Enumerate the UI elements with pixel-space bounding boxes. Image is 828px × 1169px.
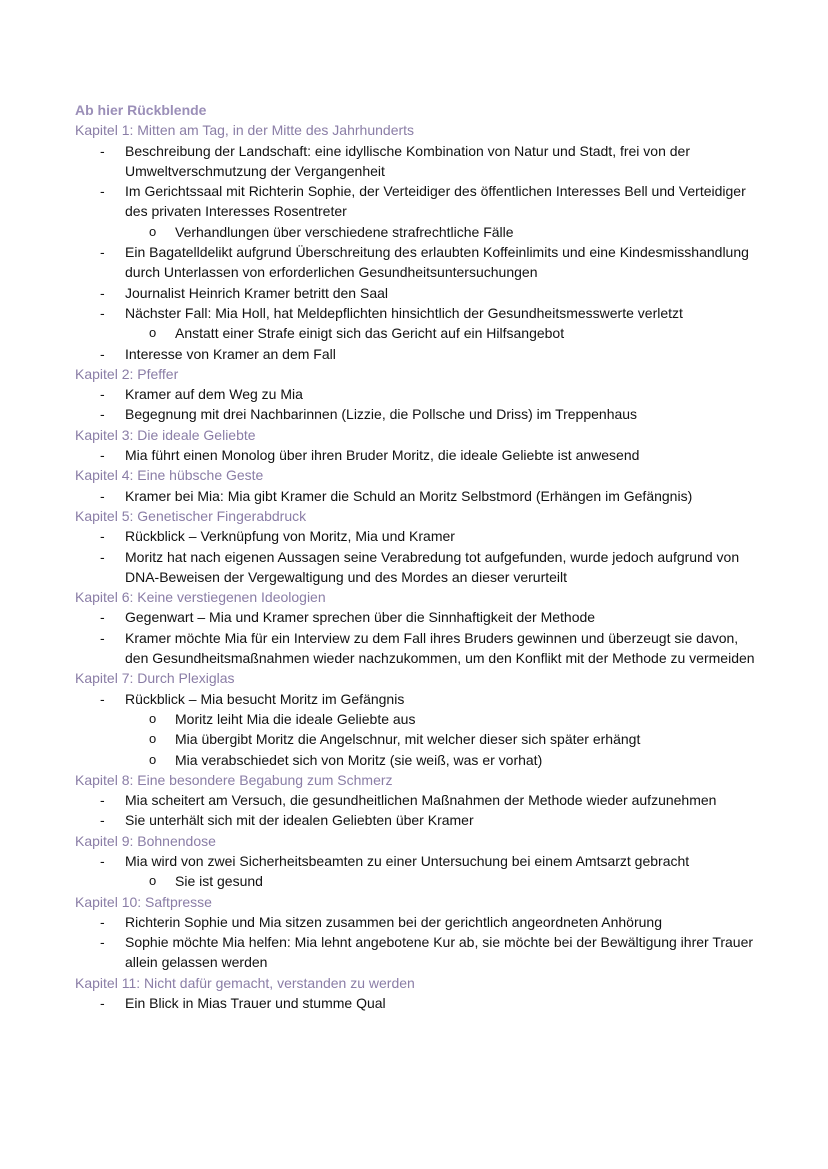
- bullet-item: [75, 790, 765, 810]
- dash-bullet-icon: -: [100, 934, 105, 951]
- bullet-text: Moritz hat nach eigenen Aussagen seine Verabredung tot aufgefunden, wurde jedoch aufgrund von DNA-Beweisen der Vergewaltigung und des Mordes an dieser verurteilt: [125, 548, 740, 585]
- chapter-title: Kapitel 7: Durch Plexiglas: [75, 670, 235, 687]
- chapter-title: Kapitel 4: Eine hübsche Geste: [75, 467, 264, 484]
- sub-bullet-item: [75, 750, 765, 770]
- dash-bullet-icon: -: [100, 629, 105, 646]
- document-content: [75, 100, 765, 1013]
- bullet-item: [75, 445, 765, 465]
- sub-bullet-text: Moritz leiht Mia die ideale Geliebte aus: [175, 710, 416, 727]
- bullet-item: [75, 526, 765, 546]
- bullet-item: [75, 384, 765, 404]
- bullet-item: [75, 344, 765, 364]
- chapter-title: Kapitel 2: Pfeffer: [75, 365, 179, 382]
- bullet-item: [75, 810, 765, 830]
- chapter-title: Kapitel 3: Die ideale Geliebte: [75, 426, 256, 443]
- bullet-text: Rückblick – Verknüpfung von Moritz, Mia und Kramer: [125, 528, 455, 545]
- bullet-text: Nächster Fall: Mia Holl, hat Meldepflichten hinsichtlich der Gesundheitsmesswerte verletzt: [125, 304, 683, 321]
- dash-bullet-icon: -: [100, 183, 105, 200]
- circle-bullet-icon: o: [149, 751, 157, 767]
- bullet-item: [75, 689, 765, 709]
- dash-bullet-icon: -: [100, 284, 105, 301]
- chapter-title: Kapitel 9: Bohnendose: [75, 832, 216, 849]
- bullet-item: [75, 607, 765, 627]
- sub-bullet-text: Mia übergibt Moritz die Angelschnur, mit welcher dieser sich später erhängt: [175, 731, 641, 748]
- dash-bullet-icon: -: [100, 447, 105, 464]
- sub-bullet-text: Verhandlungen über verschiedene strafrechtliche Fälle: [175, 223, 514, 240]
- dash-bullet-icon: -: [100, 244, 105, 261]
- dash-bullet-icon: -: [100, 528, 105, 545]
- bullet-text: Kramer auf dem Weg zu Mia: [125, 386, 303, 403]
- chapter-title: Kapitel 1: Mitten am Tag, in der Mitte des Jahrhunderts: [75, 122, 415, 139]
- circle-bullet-icon: o: [149, 710, 157, 726]
- dash-bullet-icon: -: [100, 690, 105, 707]
- dash-bullet-icon: -: [100, 304, 105, 321]
- dash-bullet-icon: -: [100, 142, 105, 159]
- dash-bullet-icon: -: [100, 852, 105, 869]
- circle-bullet-icon: o: [149, 223, 157, 239]
- bullet-text: Gegenwart – Mia und Kramer sprechen über die Sinnhaftigkeit der Methode: [125, 609, 596, 626]
- circle-bullet-icon: o: [149, 731, 157, 747]
- sub-bullet-item: [75, 871, 765, 891]
- bullet-item: [75, 912, 765, 932]
- dash-bullet-icon: -: [100, 386, 105, 403]
- bullet-text: Mia führt einen Monolog über ihren Bruder Moritz, die ideale Geliebte ist anwesend: [125, 447, 640, 464]
- dash-bullet-icon: -: [100, 345, 105, 362]
- circle-bullet-icon: o: [149, 873, 157, 889]
- bullet-item: [75, 283, 765, 303]
- bullet-text: Mia scheitert am Versuch, die gesundheitlichen Maßnahmen der Methode wieder aufzunehmen: [125, 792, 717, 809]
- bullet-item: [75, 486, 765, 506]
- dash-bullet-icon: -: [100, 913, 105, 930]
- dash-bullet-icon: -: [100, 812, 105, 829]
- sub-bullet-item: [75, 323, 765, 343]
- chapter-title: Kapitel 11: Nicht dafür gemacht, verstanden zu werden: [75, 974, 415, 991]
- bullet-text: Mia wird von zwei Sicherheitsbeamten zu einer Untersuchung bei einem Amtsarzt gebracht: [125, 852, 690, 869]
- chapter-title: Kapitel 6: Keine verstiegenen Ideologien: [75, 589, 326, 606]
- sub-bullet-item: [75, 709, 765, 729]
- circle-bullet-icon: o: [149, 325, 157, 341]
- bullet-item: [75, 181, 765, 222]
- bullet-item: [75, 404, 765, 424]
- bullet-item: [75, 242, 765, 283]
- bullet-text: Sie unterhält sich mit der idealen Geliebten über Kramer: [125, 812, 474, 829]
- bullet-text: Ein Blick in Mias Trauer und stumme Qual: [125, 995, 386, 1012]
- bullet-item: [75, 547, 765, 588]
- dash-bullet-icon: -: [100, 487, 105, 504]
- dash-bullet-icon: -: [100, 548, 105, 565]
- bullet-text: Richterin Sophie und Mia sitzen zusammen bei der gerichtlich angeordneten Anhörung: [125, 913, 662, 930]
- bullet-text: Rückblick – Mia besucht Moritz im Gefängnis: [125, 690, 405, 707]
- sub-bullet-text: Sie ist gesund: [175, 873, 263, 890]
- bullet-text: Begegnung mit drei Nachbarinnen (Lizzie, die Pollsche und Driss) im Treppenhaus: [125, 406, 638, 423]
- dash-bullet-icon: -: [100, 609, 105, 626]
- chapter-title: Kapitel 10: Saftpresse: [75, 893, 212, 910]
- chapter-title: Kapitel 8: Eine besondere Begabung zum Schmerz: [75, 771, 393, 788]
- bullet-text: Sophie möchte Mia helfen: Mia lehnt angebotene Kur ab, sie möchte bei der Bewältigung ihrer Trauer allein gelassen werden: [125, 934, 754, 971]
- bullet-text: Interesse von Kramer an dem Fall: [125, 345, 336, 362]
- bullet-item: [75, 851, 765, 871]
- bullet-text: Beschreibung der Landschaft: eine idyllische Kombination von Natur und Stadt, frei von der Umweltverschmutzung der Vergangenheit: [125, 142, 691, 179]
- sub-bullet-item: [75, 729, 765, 749]
- bullet-text: Im Gerichtssaal mit Richterin Sophie, der Verteidiger des öffentlichen Interesses Bell und Verteidiger des privaten Interesses Rosentreter: [125, 183, 746, 220]
- chapter-list: [75, 120, 765, 1013]
- bullet-item: [75, 303, 765, 323]
- bullet-item: [75, 993, 765, 1013]
- dash-bullet-icon: -: [100, 792, 105, 809]
- dash-bullet-icon: -: [100, 995, 105, 1012]
- bullet-text: Journalist Heinrich Kramer betritt den Saal: [125, 284, 389, 301]
- bullet-text: Kramer möchte Mia für ein Interview zu dem Fall ihres Bruders gewinnen und überzeugt sie davon, den Gesundheitsmaßnahmen wieder nachzukommen, um den Konflikt mit der Methode zu vermeiden: [125, 629, 755, 667]
- bullet-item: [75, 628, 765, 669]
- dash-bullet-icon: -: [100, 406, 105, 423]
- bullet-item: [75, 141, 765, 182]
- chapter-title: Kapitel 5: Genetischer Fingerabdruck: [75, 507, 307, 524]
- flashback-heading: Ab hier Rückblende: [75, 102, 207, 118]
- bullet-text: Ein Bagatelldelikt aufgrund Überschreitung des erlaubten Koffeinlimits und eine Kindesmisshandlung durch Unterlassen von erforderlichen Gesundheitsuntersuchungen: [125, 244, 749, 281]
- bullet-item: [75, 932, 765, 973]
- bullet-text: Kramer bei Mia: Mia gibt Kramer die Schuld an Moritz Selbstmord (Erhängen im Gefängnis): [125, 487, 693, 504]
- sub-bullet-item: [75, 222, 765, 242]
- sub-bullet-text: Anstatt einer Strafe einigt sich das Gericht auf ein Hilfsangebot: [175, 325, 565, 342]
- sub-bullet-text: Mia verabschiedet sich von Moritz (sie weiß, was er vorhat): [175, 751, 543, 768]
